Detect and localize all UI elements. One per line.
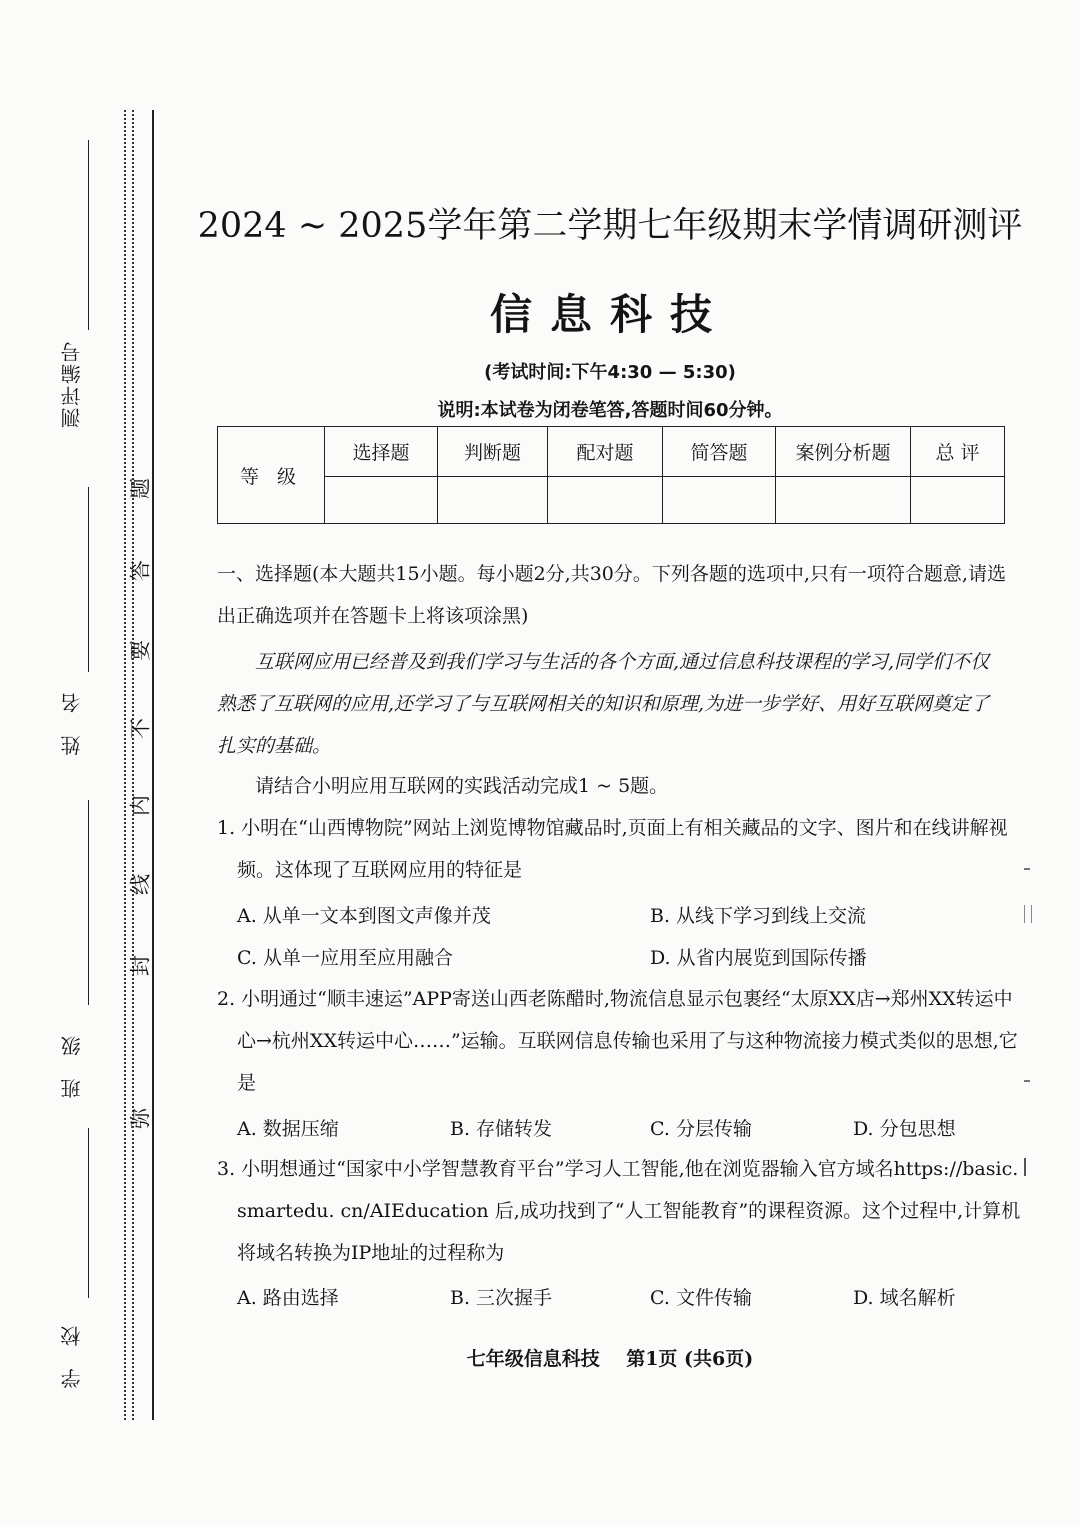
option-b[interactable]: B. 三次握手 [450, 1287, 553, 1309]
seal-char: 答 [128, 560, 153, 581]
score-header: 配对题 [548, 427, 663, 477]
question-stem: 3. 小明想通过“国家中小学智慧教育平台”学习人工智能,他在浏览器输入官方域名https://basic. smartedu. cn/AIEducation 后,成功找到了“人工智能教育”的课程资源。这个过程中,计算机将域名转换为IP地址的过程称为 [217, 1158, 1021, 1264]
option-d[interactable]: D. 分包思想 [853, 1118, 956, 1140]
exam-time: (考试时间:下午4:30 — 5:30) [484, 362, 736, 383]
option-a[interactable]: A. 路由选择 [237, 1287, 339, 1309]
exam-note: 说明:本试卷为闭卷笔答,答题时间60分钟。 [437, 400, 783, 421]
option-d[interactable]: D. 域名解析 [853, 1287, 956, 1309]
grade-label: 等 级 [218, 427, 325, 524]
score-header: 判断题 [438, 427, 548, 477]
id-label: 测评编号 [60, 340, 84, 428]
school-label: 学 校 [60, 1318, 84, 1389]
scan-mark [1024, 905, 1032, 923]
score-cell[interactable] [438, 477, 548, 524]
score-cell[interactable] [663, 477, 776, 524]
section-task: 请结合小明应用互联网的实践活动完成1 ~ 5题。 [255, 775, 669, 797]
seal-char: 要 [128, 640, 153, 661]
score-header: 总 评 [911, 427, 1005, 477]
score-cell[interactable] [325, 477, 438, 524]
class-label: 班 级 [60, 1028, 84, 1099]
option-c[interactable]: C. 从单一应用至应用融合 [237, 947, 453, 969]
section-heading: 一、选择题(本大题共15小题。每小题2分,共30分。下列各题的选项中,只有一项符合题意,请选出正确选项并在答题卡上将该项涂黑) [217, 563, 1006, 627]
name-label: 姓 名 [60, 685, 84, 756]
question-stem: 2. 小明通过“顺丰速运”APP寄送山西老陈醋时,物流信息显示包裹经“太原XX店→郑州XX转运中心→杭州XX转运中心……”运输。互联网信息传输也采用了与这种物流接力模式类似的思想,它是 [217, 988, 1018, 1094]
option-b[interactable]: B. 存储转发 [450, 1118, 553, 1140]
seal-char: 线 [128, 874, 153, 895]
dotted-line [132, 110, 134, 1420]
id-underline[interactable] [88, 140, 89, 330]
option-a[interactable]: A. 从单一文本到图文声像并茂 [237, 905, 491, 927]
seal-char: 弥 [128, 1108, 153, 1129]
name-underline[interactable] [88, 487, 89, 672]
score-header: 选择题 [325, 427, 438, 477]
score-cell[interactable] [776, 477, 911, 524]
scan-mark [1024, 1158, 1034, 1176]
seal-char: 不 [128, 718, 153, 739]
seal-char: 封 [128, 955, 153, 976]
score-cell[interactable] [548, 477, 663, 524]
seal-char: 题 [128, 478, 153, 499]
option-b[interactable]: B. 从线下学习到线上交流 [650, 905, 867, 927]
seal-char: 内 [128, 795, 153, 816]
section-intro: 互联网应用已经普及到我们学习与生活的各个方面,通过信息科技课程的学习,同学们不仅熟悉了互联网的应用,还学习了与互联网相关的知识和原理,为进一步学好、用好互联网奠定了扎实的基础。 [217, 651, 990, 757]
dotted-line [124, 110, 126, 1420]
scan-mark [1024, 868, 1030, 870]
page-footer: 七年级信息科技 第1页 (共6页) [466, 1348, 754, 1370]
question-stem: 1. 小明在“山西博物院”网站上浏览博物馆藏品时,页面上有相关藏品的文字、图片和在线讲解视频。这体现了互联网应用的特征是 [217, 817, 1008, 881]
score-header: 简答题 [663, 427, 776, 477]
option-c[interactable]: C. 分层传输 [650, 1118, 752, 1140]
subject-title: 信息科技 [489, 290, 730, 339]
exam-title: 2024 ~ 2025学年第二学期七年级期末学情调研测评 [197, 206, 1023, 246]
score-cell[interactable] [911, 477, 1005, 524]
scan-mark [1024, 1080, 1030, 1082]
score-header: 案例分析题 [776, 427, 911, 477]
class-underline[interactable] [88, 800, 89, 1005]
score-table [217, 426, 1005, 524]
school-underline[interactable] [88, 1128, 89, 1298]
option-d[interactable]: D. 从省内展览到国际传播 [650, 947, 867, 969]
option-a[interactable]: A. 数据压缩 [237, 1118, 339, 1140]
option-c[interactable]: C. 文件传输 [650, 1287, 752, 1309]
solid-line [152, 110, 154, 1420]
